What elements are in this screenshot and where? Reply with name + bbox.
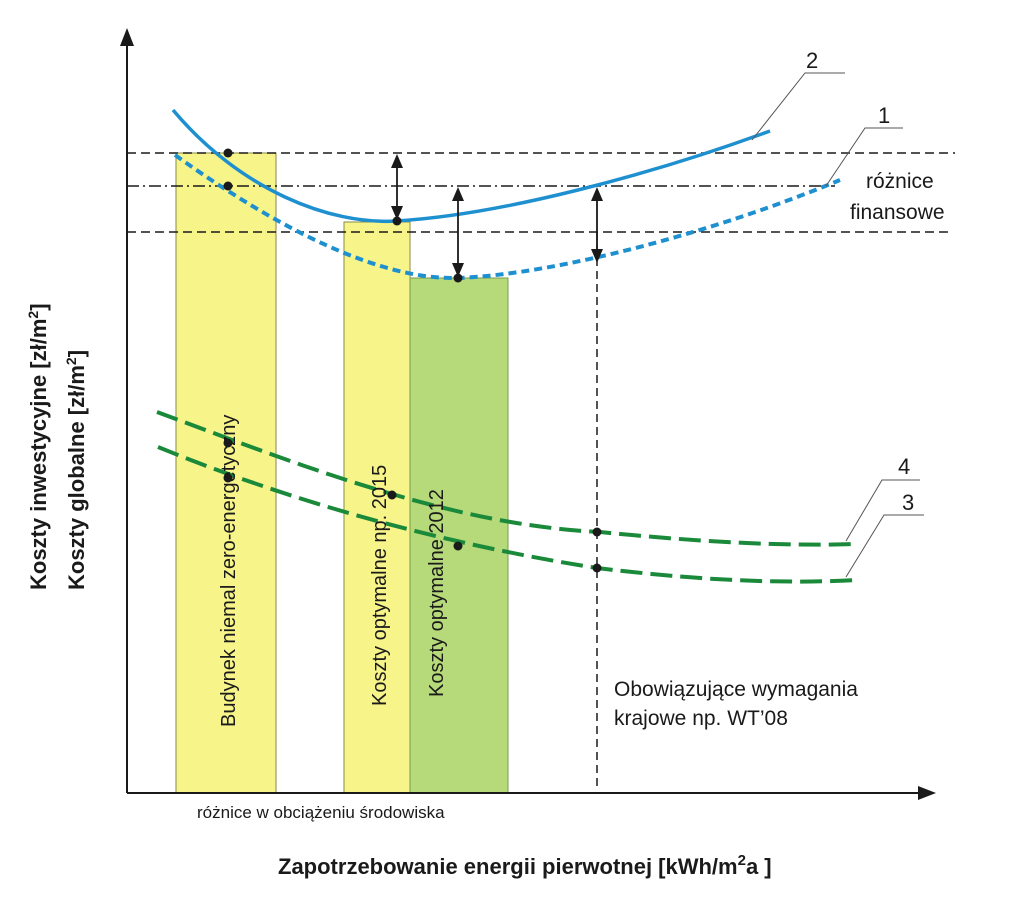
band-opt2012 — [410, 278, 508, 793]
curve-1-number: 1 — [878, 103, 891, 128]
curve-2-number: 2 — [806, 48, 819, 73]
financial-diff-label-1: różnice — [866, 170, 934, 193]
curve-3-number: 3 — [902, 490, 915, 515]
x-axis-note: różnice w obciążeniu środowiska — [197, 803, 445, 822]
curve-4-number: 4 — [898, 454, 911, 479]
diff-arrow-3 — [591, 187, 603, 263]
requirement-label-2: krajowe np. WT’08 — [614, 707, 788, 730]
leader-3 — [846, 515, 924, 577]
y-axis-title-1: Koszty inwestycyjne $[zł/m^2]$ — [25, 303, 51, 590]
x-axis-title: Zapotrzebowanie energii pierwotnej [$kWh/m^2a$ ] — [278, 852, 772, 879]
financial-diff-label-2: finansowe — [850, 201, 945, 224]
y-axis-title-2: Koszty globalne $[zł/m^2]$ — [63, 349, 89, 590]
band-opt2012-label: Koszty optymalne 2012 — [426, 489, 448, 697]
y-axis-arrow-icon — [120, 28, 134, 46]
leader-2 — [752, 73, 845, 140]
x-axis-arrow-icon — [918, 786, 936, 800]
diff-arrow-1 — [391, 154, 403, 220]
requirement-label-1: Obowiązujące wymagania — [614, 678, 858, 701]
band-nzeb-label: Budynek niemal zero-energetyczny — [218, 414, 240, 727]
band-opt2015-label: Koszty optymalne np. 2015 — [369, 464, 391, 706]
